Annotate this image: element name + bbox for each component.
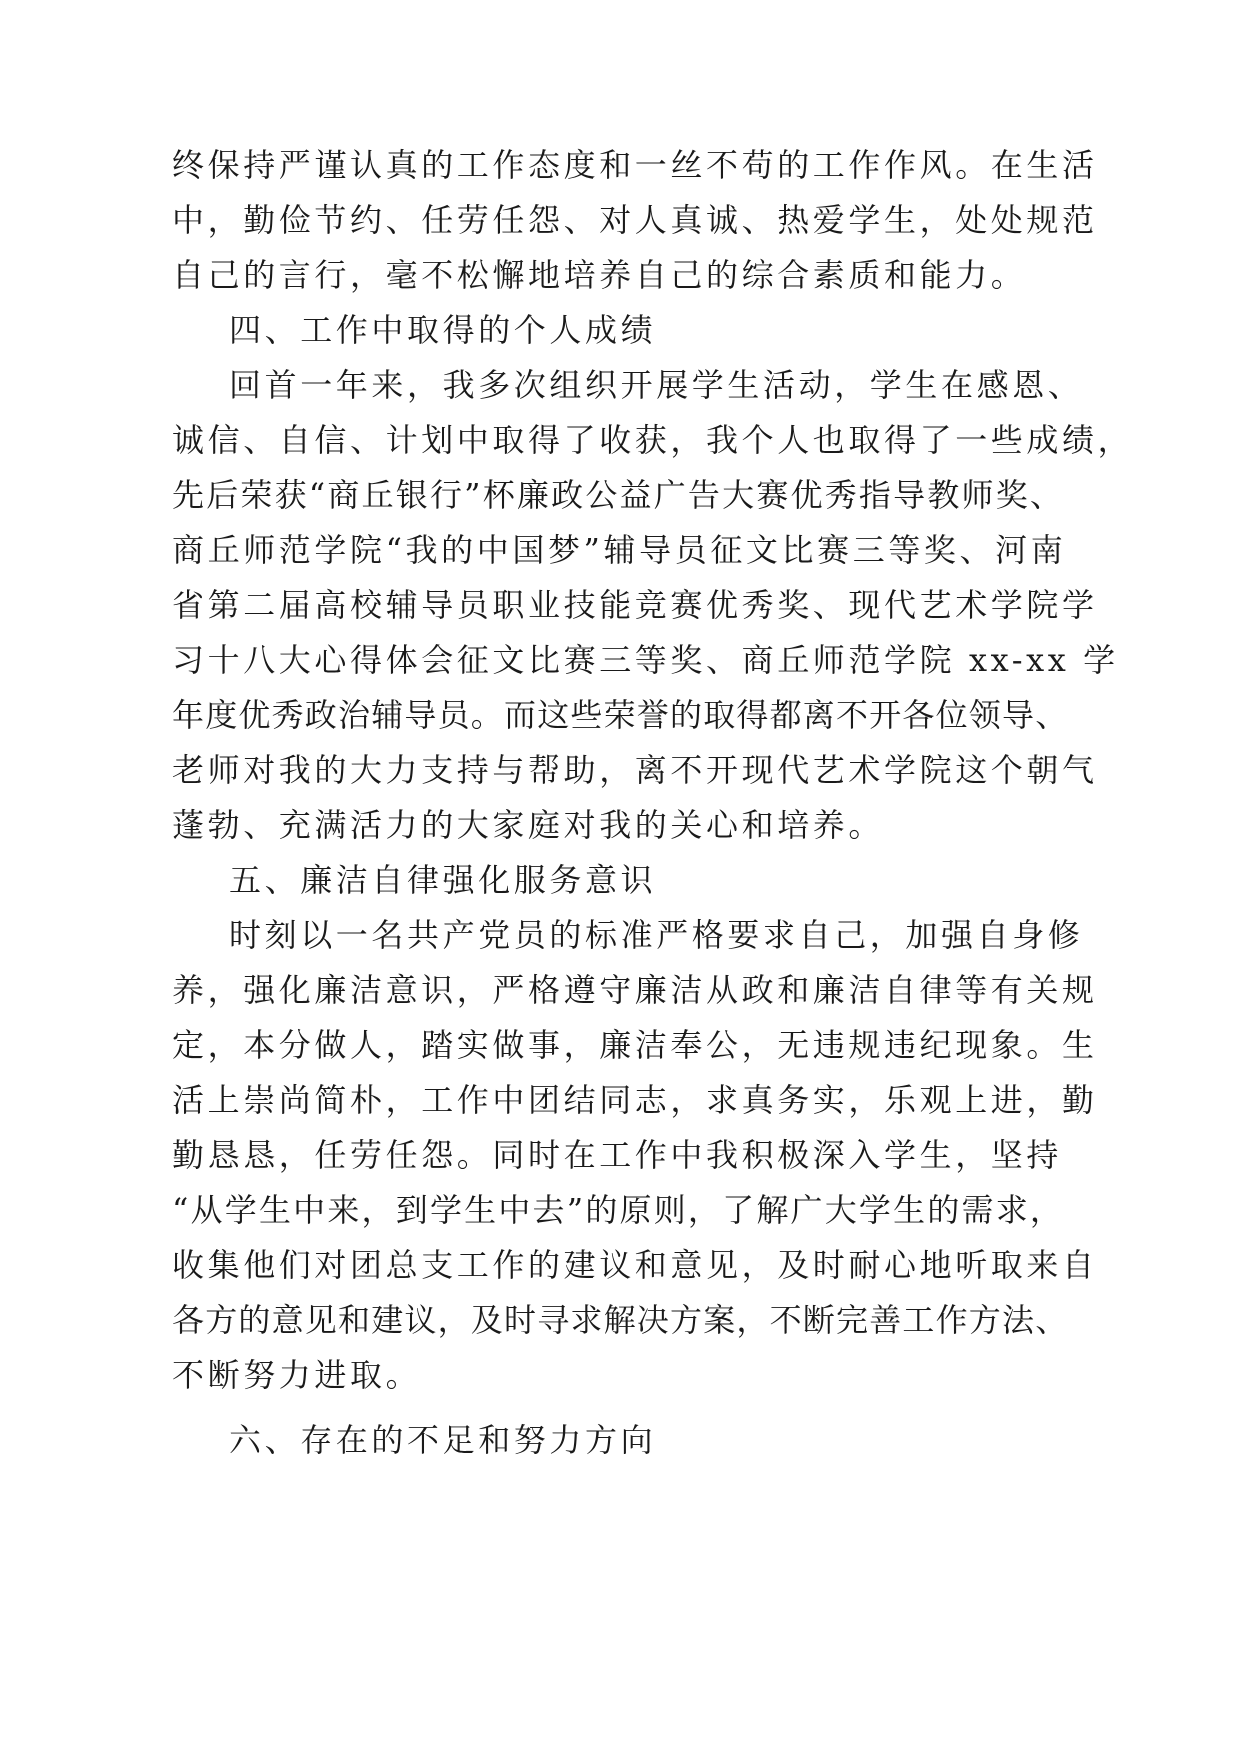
- paragraph-line: 养，强化廉洁意识，严格遵守廉洁从政和廉洁自律等有关规: [172, 971, 1098, 1009]
- paragraph-line: 年度优秀政治辅导员。而这些荣誉的取得都离不开各位领导、: [172, 696, 1069, 734]
- paragraph-line: 收集他们对团总支工作的建议和意见，及时耐心地听取来自: [172, 1246, 1098, 1284]
- paragraph-line: 定，本分做人，踏实做事，廉洁奉公，无违规违纪现象。生: [172, 1026, 1098, 1064]
- paragraph-line: 不断努力进取。: [172, 1356, 422, 1394]
- paragraph-line: “从学生中来，到学生中去”的原则，了解广大学生的需求，: [172, 1191, 1065, 1229]
- paragraph-line: 自己的言行，毫不松懈地培养自己的综合素质和能力。: [172, 256, 1027, 294]
- paragraph-line: 先后荣获“商丘银行”杯廉政公益广告大赛优秀指导教师奖、: [172, 476, 1065, 514]
- section-heading-6: 六、存在的不足和努力方向: [229, 1421, 657, 1459]
- paragraph-line: 终保持严谨认真的工作态度和一丝不苟的工作作风。在生活: [172, 146, 1098, 184]
- paragraph-line: 老师对我的大力支持与帮助，离不开现代艺术学院这个朝气: [172, 751, 1098, 789]
- paragraph-line: 中，勤俭节约、任劳任怨、对人真诚、热爱学生，处处规范: [172, 201, 1098, 239]
- section-heading-4: 四、工作中取得的个人成绩: [229, 311, 657, 349]
- paragraph-line: 诚信、自信、计划中取得了收获，我个人也取得了一些成绩，: [172, 421, 1134, 459]
- paragraph-line: 蓬勃、充满活力的大家庭对我的关心和培养。: [172, 806, 885, 844]
- section-heading-5: 五、廉洁自律强化服务意识: [229, 861, 657, 899]
- paragraph-line: 各方的意见和建议，及时寻求解决方案，不断完善工作方法、: [172, 1301, 1069, 1339]
- paragraph-line: 商丘师范学院“我的中国梦”辅导员征文比赛三等奖、河南: [172, 531, 1067, 569]
- paragraph-line: 回首一年来，我多次组织开展学生活动，学生在感恩、: [229, 366, 1084, 404]
- paragraph-line: 时刻以一名共产党员的标准严格要求自己，加强自身修: [229, 916, 1084, 954]
- paragraph-line: 省第二届高校辅导员职业技能竞赛优秀奖、现代艺术学院学: [172, 586, 1098, 624]
- paragraph-line: 活上崇尚简朴，工作中团结同志，求真务实，乐观上进，勤: [172, 1081, 1098, 1119]
- paragraph-line: 勤恳恳，任劳任怨。同时在工作中我积极深入学生，坚持: [172, 1136, 1063, 1174]
- paragraph-line: 习十八大心得体会征文比赛三等奖、商丘师范学院 xx-xx 学: [172, 641, 1119, 679]
